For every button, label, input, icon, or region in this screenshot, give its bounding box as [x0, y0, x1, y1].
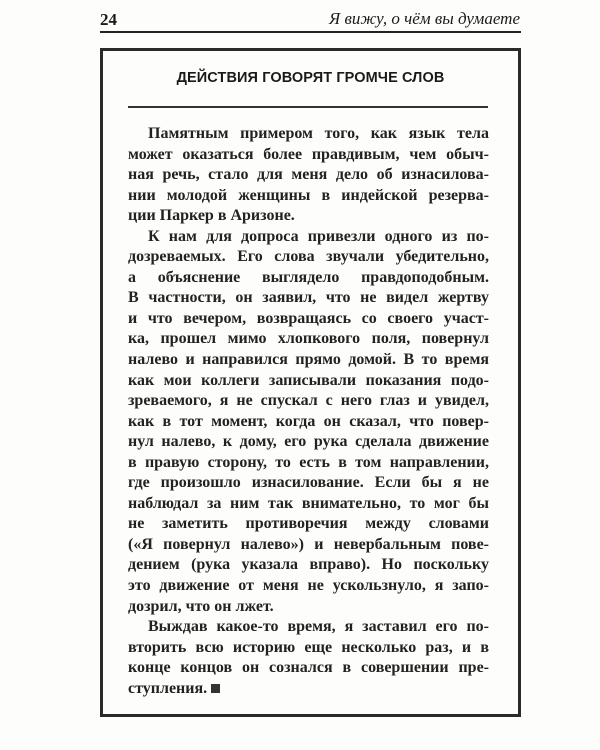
text-line [128, 247, 489, 268]
line-text: Выждав какое-то время, я заставил его по- [148, 618, 489, 636]
line-text: дением (рука указала вправо). Но поскольку [128, 556, 489, 574]
line-text: нул налево, к дому, его рука сделала движение [128, 433, 489, 451]
line-text: это движение от меня не ускользнуло, я запо- [128, 577, 489, 595]
line-text: не заметить противоречия между словами [128, 515, 489, 533]
text-line [128, 309, 489, 330]
text-line [128, 268, 489, 289]
line-text: К нам для допроса привезли одного из по- [148, 227, 489, 245]
line-text: конце концов он сознался в совершении пре- [128, 659, 489, 677]
line-text: зреваемого, я не спускал с него глаз и увидел, [128, 392, 489, 410]
line-text: а объяснение выглядело правдоподобным. [128, 268, 489, 286]
section-title: ДЕЙСТВИЯ ГОВОРЯТ ГРОМЧЕ СЛОВ [176, 70, 445, 86]
line-text: В частности, он заявил, что не видел жертву [128, 289, 489, 307]
text-line [128, 555, 489, 576]
text-line [128, 617, 489, 638]
text-line [128, 576, 489, 597]
line-text: нии молодой женщины в индейской резерва- [128, 186, 489, 204]
line-text: и что вечером, возвращаясь со своего участ- [128, 309, 489, 327]
text-line [128, 371, 489, 392]
text-line [128, 412, 489, 433]
text-line [128, 473, 489, 494]
line-text: дозреваемых. Его слова звучали убедительно, [128, 248, 489, 266]
line-text: как в тот момент, когда он сказал, что повер- [128, 412, 489, 430]
line-text: дозрил, что он лжет. [128, 597, 274, 615]
text-line [128, 186, 489, 207]
text-line [128, 514, 489, 535]
line-text: налево и направился прямо домой. В то время [128, 351, 489, 369]
line-text: ступления. [128, 679, 208, 697]
text-line [128, 124, 489, 145]
text-line [128, 350, 489, 371]
line-text: ная речь, стало для меня дело об изнасилова- [128, 166, 489, 184]
text-line [128, 329, 489, 350]
page-number: 24 [100, 10, 117, 29]
end-mark-icon [211, 684, 220, 693]
line-text: вторить всю историю еще несколько раз, и в [128, 638, 489, 656]
text-line [128, 288, 489, 309]
text-line [128, 227, 489, 248]
text-line [128, 145, 489, 166]
line-text: ции Паркер в Аризоне. [128, 207, 295, 225]
line-text: где произошло изнасилование. Если бы я не [128, 474, 489, 492]
text-line [128, 638, 489, 659]
line-text: ка, прошел мимо хлопкового поля, повернул [128, 330, 489, 348]
line-text: («Я повернул налево») и невербальным пове- [128, 535, 489, 553]
text-line [128, 206, 489, 227]
text-line [128, 453, 489, 474]
text-line [128, 658, 489, 679]
text-line [128, 597, 489, 618]
running-title: Я вижу, о чём вы думаете [329, 9, 520, 28]
sidebar-box [100, 48, 521, 717]
line-text: наблюдал за ним так внимательно, то мог бы [128, 494, 489, 512]
text-line [128, 165, 489, 186]
section-body [128, 124, 489, 699]
line-text: Памятным примером того, как язык тела [148, 125, 489, 142]
title-rule [128, 106, 488, 108]
text-line [128, 494, 489, 515]
line-text: может оказаться более правдивым, чем обыч- [128, 145, 489, 163]
text-line [128, 391, 489, 412]
text-line [128, 535, 489, 556]
line-text: как мои коллеги записывали показания подо- [128, 371, 489, 389]
header-rule [100, 31, 521, 33]
text-line [128, 679, 489, 700]
line-text: в правую сторону, то есть в том направлении, [128, 453, 489, 471]
text-line [128, 432, 489, 453]
